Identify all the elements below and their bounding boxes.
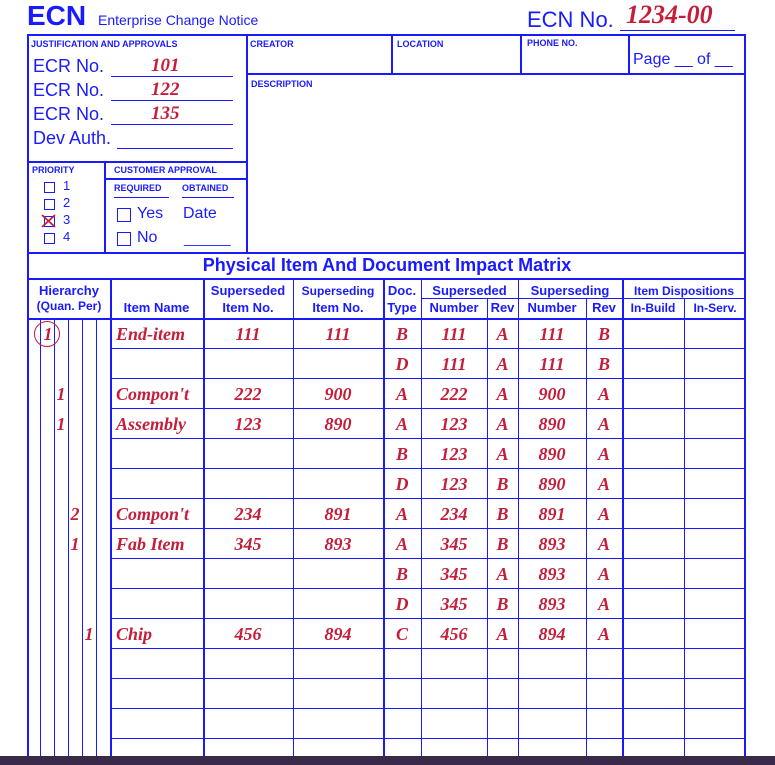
date-label: Date [183,205,217,222]
item-name-cell[interactable]: Compon't [116,504,190,524]
superseded-number-cell[interactable] [421,679,487,709]
in-build-cell[interactable] [622,589,684,619]
superseding-item-cell[interactable] [293,679,383,709]
hierarchy-cell[interactable]: 1 [70,534,80,554]
doc-type-cell[interactable]: A [395,504,408,524]
superseded-rev-cell[interactable]: A [496,384,509,404]
hierarchy-cell[interactable] [28,439,68,469]
priority-label: PRIORITY [32,165,75,175]
superseding-rev-cell[interactable]: A [597,444,610,464]
item-name-header: Item Name [123,300,190,315]
check-mark-icon [41,214,57,228]
superseded-number-cell[interactable]: 111 [441,354,467,374]
in-serv-cell[interactable] [684,559,746,589]
superseding-number-cell[interactable]: 111 [539,354,565,374]
superseded-number-cell[interactable]: 123 [440,474,468,494]
in-serv-cell[interactable] [684,529,746,559]
in-serv-cell[interactable] [684,649,746,679]
item-dispositions-header: Item Dispositions [633,284,734,298]
superseded-rev-header: Rev [490,300,515,315]
priority-option-4: 4 [63,229,71,244]
in-build-cell[interactable] [622,619,684,649]
matrix-title: Physical Item And Document Impact Matrix [202,255,572,275]
doc-type-cell[interactable] [383,649,421,679]
date-blank[interactable]: ______ [184,230,231,246]
yes-label: Yes [137,205,164,222]
dev-auth-label: Dev Auth. [33,128,112,148]
doc-type-cell[interactable]: B [395,564,408,584]
superseding-item-cell[interactable]: 111 [325,324,351,344]
priority-option-3: 3 [63,212,71,227]
grid-column-line [82,318,83,765]
obtained-label: OBTAINED [182,183,229,193]
superseded-number-cell[interactable] [421,709,487,739]
hierarchy-cell[interactable]: 2 [70,504,80,524]
superseded-item-cell[interactable] [203,679,293,709]
superseding-item-cell[interactable] [293,709,383,739]
doc-type-cell[interactable]: B [395,444,408,464]
ecr-label-3: ECR No. [33,104,105,124]
superseded-rev-cell[interactable]: A [496,414,509,434]
doc-type-header: Type [387,300,417,315]
superseding-rev-cell[interactable]: A [597,384,610,404]
superseded-number-cell[interactable]: 123 [440,444,468,464]
superseded-rev-cell[interactable]: A [496,354,509,374]
quan-per-header: (Quan. Per) [36,299,102,313]
in-build-cell[interactable] [622,409,684,439]
superseding-number-cell[interactable]: 111 [539,324,565,344]
justification-label: JUSTIFICATION AND APPROVALS [31,39,178,49]
superseding-item-cell[interactable] [293,649,383,679]
doc-type-cell[interactable]: A [395,534,408,554]
superseding-rev-cell[interactable]: A [597,594,610,614]
superseded-rev-cell[interactable]: A [496,324,509,344]
superseded-number-cell[interactable]: 345 [440,564,468,584]
no-label: No [137,229,158,246]
superseded-number-cell[interactable]: 111 [441,324,467,344]
in-build-cell[interactable] [622,439,684,469]
in-serv-cell[interactable] [684,499,746,529]
superseding-number-cell[interactable]: 890 [538,414,566,434]
superseded-rev-cell[interactable]: A [496,624,509,644]
hierarchy-cell[interactable]: 1 [56,384,66,404]
superseding-rev-cell[interactable]: B [597,324,610,344]
in-build-cell[interactable] [622,649,684,679]
priority-checkbox-3[interactable] [44,216,55,227]
in-build-cell[interactable] [622,559,684,589]
in-build-header: In-Build [630,301,676,315]
superseded-rev-cell[interactable] [487,709,518,739]
in-serv-cell[interactable] [684,439,746,469]
item-name-cell[interactable] [116,649,203,679]
item-name-cell[interactable] [116,349,203,379]
creator-label: CREATOR [250,39,294,49]
superseded-doc-header: Superseded [432,283,507,298]
description-label: DESCRIPTION [251,79,313,89]
superseded-item-cell[interactable]: 234 [234,504,262,524]
superseding-rev-cell[interactable]: A [597,474,610,494]
superseded-number-cell[interactable]: 234 [440,504,468,524]
superseded-item-cell[interactable]: 111 [235,324,261,344]
superseded-rev-cell[interactable] [487,649,518,679]
superseding-rev-cell[interactable] [586,679,622,709]
in-build-cell[interactable] [622,349,684,379]
form-subtitle: Enterprise Change Notice [98,12,259,28]
superseded-item-cell[interactable]: 456 [234,624,262,644]
in-serv-cell[interactable] [684,349,746,379]
superseding-number-header: Number [527,300,577,315]
required-label: REQUIRED [114,183,162,193]
phone-label: PHONE NO. [527,38,578,48]
superseding-rev-cell[interactable]: B [597,354,610,374]
superseded-number-cell[interactable]: 345 [440,534,468,554]
in-serv-header: In-Serv. [693,301,737,315]
ecn-logo: ECN [27,0,87,31]
location-label: LOCATION [397,39,444,49]
superseded-item-cell[interactable] [203,469,293,499]
superseding-rev-cell[interactable]: A [597,504,610,524]
hierarchy-circle-icon [34,321,60,347]
priority-checkbox-4[interactable] [44,233,55,244]
superseded-number-cell[interactable]: 123 [440,414,468,434]
superseded-item-cell[interactable] [203,559,293,589]
in-build-cell[interactable] [622,319,684,349]
doc-type-cell[interactable] [383,709,421,739]
superseding-item-cell[interactable]: 891 [324,504,352,524]
superseded-item-cell[interactable]: 123 [234,414,262,434]
superseding-number-cell[interactable] [518,679,586,709]
doc-type-cell[interactable]: C [395,624,408,644]
ecn-number-label: ECN No. [527,7,614,32]
in-build-cell[interactable] [622,709,684,739]
hierarchy-cell[interactable] [28,349,68,379]
hierarchy-header: Hierarchy [39,283,99,298]
superseded-rev-cell[interactable]: B [496,474,509,494]
hierarchy-cell[interactable] [28,589,68,619]
superseding-number-cell[interactable]: 893 [538,564,566,584]
in-serv-cell[interactable] [684,709,746,739]
in-build-cell[interactable] [622,529,684,559]
superseding-item-cell[interactable] [293,469,383,499]
superseding-item-cell[interactable] [293,559,383,589]
priority-option-1: 1 [63,178,71,193]
item-name-cell[interactable]: Compon't [116,384,190,404]
superseded-item-cell[interactable]: 222 [234,384,262,404]
yes-checkbox[interactable] [117,208,131,222]
superseding-number-cell[interactable]: 894 [538,624,566,644]
hierarchy-cell[interactable] [28,649,68,679]
in-serv-cell[interactable] [684,679,746,709]
superseding-rev-cell[interactable]: A [597,534,610,554]
superseding-number-cell[interactable] [518,709,586,739]
superseding-rev-cell[interactable]: A [597,564,610,584]
superseding-rev-header: Rev [592,300,616,315]
priority-checkbox-1[interactable] [44,182,55,193]
superseded-rev-cell[interactable] [487,679,518,709]
superseding-item-header: Superseding [301,284,375,298]
superseding-item-cell[interactable]: 894 [324,624,352,644]
in-serv-cell[interactable] [684,469,746,499]
hierarchy-cell[interactable]: 1 [56,414,66,434]
superseding-item-cell[interactable]: 900 [324,384,352,404]
superseded-rev-cell[interactable]: B [496,534,509,554]
superseding-number-cell[interactable]: 900 [538,384,566,404]
superseding-item-cell[interactable]: 893 [324,534,352,554]
superseding-doc-header: Superseding [530,283,610,298]
superseded-rev-cell[interactable]: B [496,594,509,614]
in-build-cell[interactable] [622,499,684,529]
in-build-cell[interactable] [622,379,684,409]
superseding-number-cell[interactable]: 890 [538,474,566,494]
doc-type-cell[interactable]: D [395,594,409,614]
item-name-cell[interactable] [116,679,203,709]
doc-type-cell[interactable]: D [395,474,409,494]
superseded-item-header: Superseded [210,283,286,298]
in-serv-cell[interactable] [684,379,746,409]
in-serv-cell[interactable] [684,619,746,649]
grid-column-line [110,279,112,765]
superseding-number-cell[interactable]: 893 [538,534,566,554]
superseding-item-cell[interactable] [293,589,383,619]
hierarchy-cell[interactable]: 1 [43,324,53,344]
in-build-cell[interactable] [622,679,684,709]
ecr-label-1: ECR No. [33,56,105,76]
in-serv-cell[interactable] [684,589,746,619]
superseding-item-cell[interactable]: 890 [324,414,352,434]
superseding-rev-cell[interactable] [586,709,622,739]
superseding-number-cell[interactable]: 890 [538,444,566,464]
ecn-number-value[interactable]: 1234-00 [626,0,713,29]
superseded-item-cell[interactable] [203,709,293,739]
no-checkbox[interactable] [117,232,131,246]
item-name-cell[interactable] [116,559,203,589]
item-name-cell[interactable] [116,709,203,739]
priority-option-2: 2 [63,195,71,210]
item-name-cell[interactable] [116,469,203,499]
doc-type-cell[interactable]: B [395,324,408,344]
ecr-value-1[interactable]: 101 [151,55,180,76]
superseded-rev-cell[interactable]: A [496,564,509,584]
superseded-number-cell[interactable]: 222 [440,384,468,404]
superseding-rev-cell[interactable] [586,649,622,679]
doc-type-cell[interactable]: D [395,354,409,374]
item-name-cell[interactable] [116,439,203,469]
ecr-value-2[interactable]: 122 [151,79,180,100]
item-name-cell[interactable]: Assembly [116,414,186,434]
superseding-item-cell[interactable] [293,349,383,379]
superseded-item-cell[interactable] [203,439,293,469]
superseding-rev-cell[interactable]: A [597,624,610,644]
superseding-number-cell[interactable] [518,649,586,679]
superseded-item-cell[interactable]: 345 [234,534,262,554]
item-name-cell[interactable]: End-item [116,324,186,344]
taskbar [0,756,775,765]
superseded-item-cell[interactable] [203,649,293,679]
hierarchy-cell[interactable] [28,469,68,499]
in-build-cell[interactable] [622,469,684,499]
doc-header: Doc. [387,283,417,298]
ecr-value-3[interactable]: 135 [151,103,180,124]
superseded-rev-cell[interactable]: B [496,504,509,524]
customer-approval-label: CUSTOMER APPROVAL [114,165,217,175]
item-name-cell[interactable]: Chip [116,624,153,644]
superseding-number-cell[interactable]: 891 [538,504,566,524]
in-serv-cell[interactable] [684,319,746,349]
superseding-number-cell[interactable]: 893 [538,594,566,614]
priority-checkbox-2[interactable] [44,199,55,210]
hierarchy-cell[interactable] [28,709,68,739]
superseded-number-header: Number [429,300,479,315]
hierarchy-cell[interactable] [28,679,68,709]
in-serv-cell[interactable] [684,409,746,439]
doc-type-cell[interactable] [383,679,421,709]
item-name-cell[interactable] [116,589,203,619]
superseded-number-cell[interactable]: 345 [440,594,468,614]
grid-column-line [96,318,97,765]
hierarchy-cell[interactable] [28,559,68,589]
page-of-label: Page __ of __ [633,51,733,68]
item-name-cell[interactable]: Fab Item [116,534,185,554]
superseded-item-no-header: Item No. [222,300,274,315]
superseded-item-cell[interactable] [203,589,293,619]
superseded-item-cell[interactable] [203,349,293,379]
superseding-item-cell[interactable] [293,439,383,469]
superseded-rev-cell[interactable]: A [496,444,509,464]
doc-type-cell[interactable]: A [395,384,408,404]
doc-type-cell[interactable]: A [395,414,408,434]
superseding-rev-cell[interactable]: A [597,414,610,434]
superseding-item-no-header: Item No. [312,300,364,315]
hierarchy-cell[interactable]: 1 [84,624,94,644]
superseded-number-cell[interactable] [421,649,487,679]
superseded-number-cell[interactable]: 456 [440,624,468,644]
ecr-label-2: ECR No. [33,80,105,100]
